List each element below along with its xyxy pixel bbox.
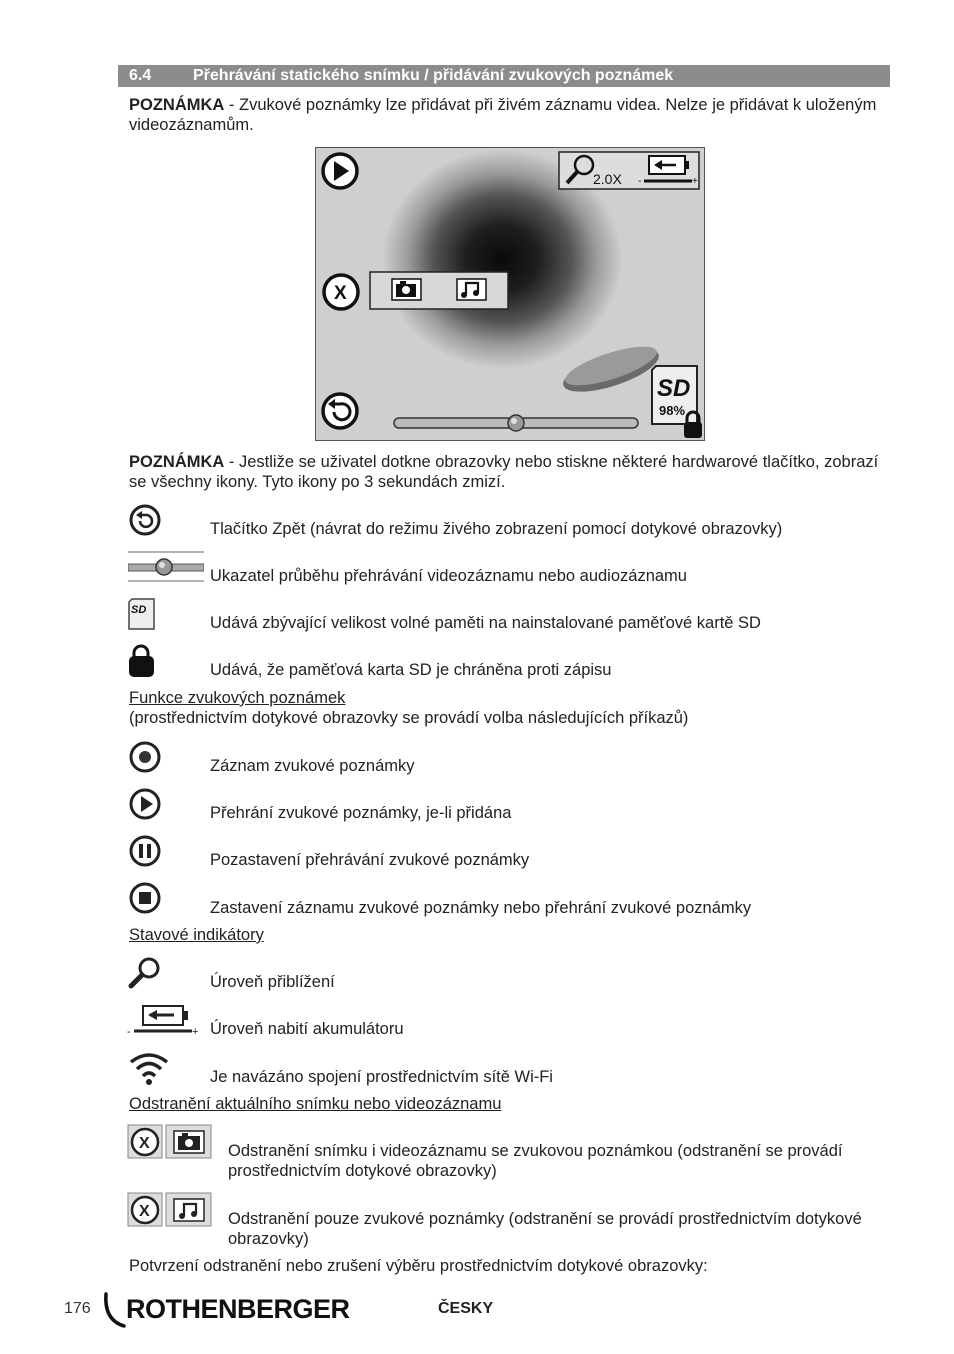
wifi-icon — [128, 1050, 172, 1086]
page-number: 176 — [64, 1300, 91, 1317]
section-number: 6.4 — [129, 67, 152, 84]
list-item: Odstranění pouze zvukové poznámky (odstranění se provádí prostřednictvím dotykové obrazovky) — [228, 1210, 862, 1248]
svg-text:X: X — [334, 283, 347, 304]
svg-text:-: - — [638, 176, 642, 187]
record-icon — [128, 740, 162, 774]
list-item: Je navázáno spojení prostřednictvím sítě Wi-Fi — [210, 1068, 553, 1086]
note-2 — [129, 452, 889, 492]
pause-icon — [128, 834, 162, 868]
list-item: Pozastavení přehrávání zvukové poznámky — [210, 851, 530, 869]
sd-card-icon — [128, 597, 156, 631]
svg-text:-: - — [127, 1026, 131, 1037]
list-item: Přehrání zvukové poznámky, je-li přidána — [210, 804, 512, 822]
zoom-level: 2.0X — [593, 171, 622, 187]
delete-heading: Odstranění aktuálního snímku nebo videozáznamu — [129, 1095, 502, 1113]
list-item: Tlačítko Zpět (návrat do režimu živého zobrazení pomocí dotykové obrazovky) — [210, 520, 783, 538]
audio-functions-subheading: (prostřednictvím dotykové obrazovky se provádí volba následujících příkazů) — [129, 709, 689, 727]
progress-indicator-icon — [128, 550, 204, 584]
progress-bar[interactable] — [394, 415, 638, 431]
section-header — [118, 65, 890, 87]
delete-button[interactable] — [324, 275, 358, 309]
audio-functions-heading: Funkce zvukových poznámek — [129, 689, 346, 707]
svg-text:X: X — [139, 1135, 150, 1152]
note-1-text: - Zvukové poznámky lze přidávat při živém záznamu videa. Nelze je přidávat k uloženým videozáznamům. — [129, 96, 877, 134]
camera-icon — [392, 279, 421, 300]
sd-percent: 98% — [659, 403, 686, 418]
delete-audio-icon — [127, 1192, 213, 1228]
svg-text:SD: SD — [131, 604, 147, 616]
list-item: Udává, že paměťová karta SD je chráněna proti zápisu — [210, 661, 612, 679]
section-title: Přehrávání statického snímku / přidávání zvukových poznámek — [193, 67, 674, 84]
list-item: Odstranění snímku i videozáznamu se zvukovou poznámkou (odstranění se provádí prostřednictvím dotykové obrazovky) — [228, 1142, 843, 1180]
battery-icon — [126, 1003, 202, 1037]
note-1-label: POZNÁMKA — [129, 96, 225, 114]
list-item: Úroveň přiblížení — [210, 973, 335, 991]
status-heading: Stavové indikátory — [129, 926, 264, 944]
brand-name: ROTHENBERGER — [126, 1294, 350, 1324]
svg-text:+: + — [192, 1026, 199, 1037]
svg-text:+: + — [692, 176, 698, 187]
back-icon[interactable] — [323, 394, 357, 428]
confirm-text: Potvrzení odstranění nebo zrušení výběru prostřednictvím dotykové obrazovky: — [129, 1257, 708, 1275]
list-item: Záznam zvukové poznámky — [210, 757, 415, 775]
delete-photo-icon — [127, 1124, 213, 1160]
list-item: Úroveň nabití akumulátoru — [210, 1020, 404, 1038]
stop-icon — [128, 881, 162, 915]
list-item: Ukazatel průběhu přehrávání videozáznamu nebo audiozáznamu — [210, 567, 687, 585]
music-note-icon — [457, 279, 486, 300]
back-icon — [128, 503, 162, 537]
note-2-text: - Jestliže se uživatel dotkne obrazovky nebo stiskne některé hardwarové tlačítko, zobrazí se všechny ikony. Tyto ikony po 3 sekundách zmizí. — [129, 453, 879, 491]
list-item: Udává zbývající velikost volné paměti na nainstalované paměťové kartě SD — [210, 614, 761, 632]
lock-icon — [128, 644, 156, 678]
sd-label: SD — [657, 375, 691, 402]
language-label: ČESKY — [438, 1300, 494, 1317]
list-item: Zastavení záznamu zvukové poznámky nebo přehrání zvukové poznámky — [210, 899, 752, 917]
status-box — [559, 152, 699, 189]
zoom-icon — [128, 956, 164, 990]
note-2-label: POZNÁMKA — [129, 453, 225, 471]
play-icon[interactable] — [323, 154, 357, 188]
device-screen — [315, 147, 705, 441]
svg-text:X: X — [139, 1203, 150, 1220]
sd-card-icon — [652, 366, 697, 424]
note-1 — [129, 95, 889, 135]
play-icon — [128, 787, 162, 821]
delete-options — [370, 272, 508, 309]
